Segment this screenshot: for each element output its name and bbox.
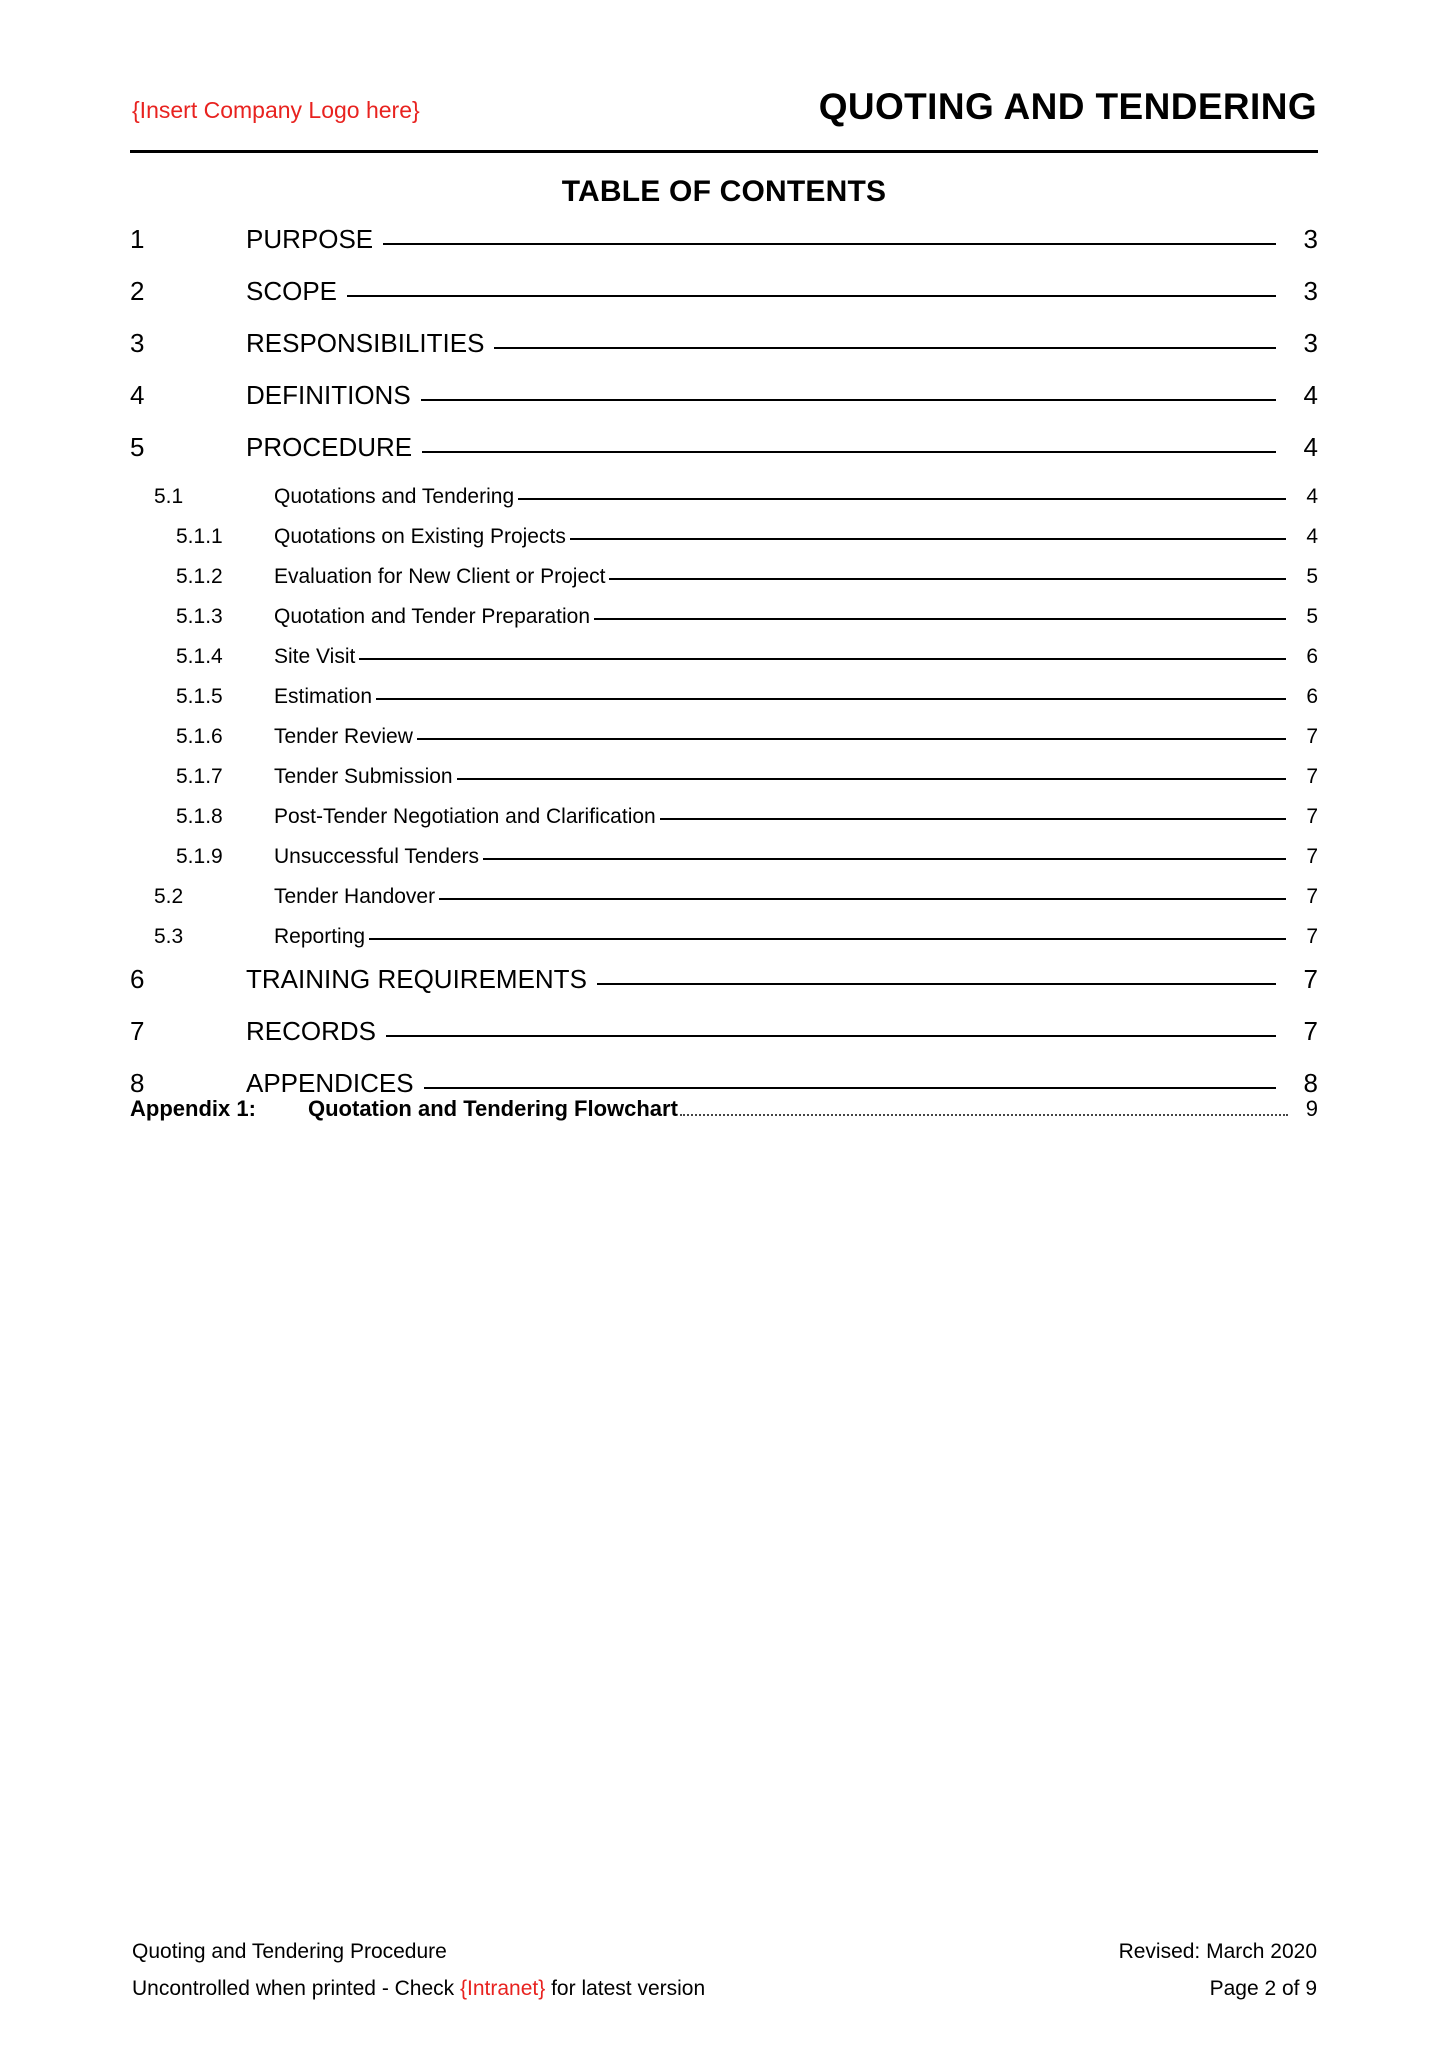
toc-entry-page-number: 6: [1306, 645, 1318, 668]
toc-entry-leader: [439, 882, 1286, 903]
footer-revision-date: Revised: March 2020: [1118, 1940, 1317, 1963]
toc-entry-page-number: 7: [1306, 725, 1318, 748]
footer-notice-suffix: for latest version: [545, 1976, 706, 2000]
appendix-number: Appendix 1:: [130, 1095, 256, 1121]
toc-entry[interactable]: [130, 962, 1318, 1014]
toc-entry-page-number: 4: [1306, 485, 1318, 508]
toc-entry-label: Site Visit: [274, 645, 356, 668]
toc-entry-label: TRAINING REQUIREMENTS: [246, 964, 587, 994]
toc-entry[interactable]: [130, 682, 1318, 722]
toc-entry[interactable]: [130, 326, 1318, 378]
toc-entry-leader: [369, 922, 1286, 943]
toc-entry-label: Tender Handover: [274, 885, 436, 908]
toc-entry-leader: [421, 378, 1276, 404]
toc-entry-number: 5.2: [154, 885, 184, 908]
page-header: [132, 88, 1317, 127]
toc-entry-page-number: 7: [1306, 765, 1318, 788]
toc-entry-label: Quotations on Existing Projects: [274, 525, 566, 548]
toc-entry-leader: [494, 326, 1276, 352]
table-of-contents-list: [130, 222, 1318, 1118]
toc-entry-page-number: 7: [1306, 805, 1318, 828]
footer-row-bottom: [132, 1971, 1317, 2008]
toc-entry-leader: [483, 842, 1286, 863]
toc-entry-leader: [570, 522, 1286, 543]
footer-uncontrolled-notice: [132, 1971, 705, 2008]
toc-entry[interactable]: [130, 378, 1318, 430]
toc-entry[interactable]: [130, 922, 1318, 962]
toc-entry-number: 5.1.3: [176, 605, 223, 628]
toc-entry-number: 4: [130, 380, 145, 410]
toc-entry-number: 6: [130, 964, 145, 994]
toc-entry-page-number: 3: [1303, 328, 1318, 358]
toc-entry-number: 5.3: [154, 925, 184, 948]
toc-entry[interactable]: [130, 430, 1318, 482]
toc-entry-page-number: 3: [1303, 276, 1318, 306]
toc-entry-label: RECORDS: [246, 1016, 377, 1046]
toc-entry-page-number: 4: [1306, 525, 1318, 548]
toc-entry-number: 8: [130, 1068, 145, 1098]
footer-notice-prefix: Uncontrolled when printed - Check: [132, 1976, 461, 2000]
toc-entry-leader: [347, 274, 1276, 300]
toc-entry-leader: [359, 642, 1286, 663]
toc-entry-number: 5.1.5: [176, 685, 223, 708]
toc-entry[interactable]: [130, 1014, 1318, 1066]
toc-entry-leader: [518, 482, 1286, 503]
toc-entry-label: RESPONSIBILITIES: [246, 328, 485, 358]
toc-entry-leader: [424, 1066, 1276, 1092]
toc-entry-label: Estimation: [274, 685, 373, 708]
toc-entry-number: 2: [130, 276, 145, 306]
toc-entry-page-number: 7: [1306, 925, 1318, 948]
toc-entry-label: APPENDICES: [246, 1068, 414, 1098]
toc-entry-leader: [594, 602, 1286, 623]
toc-entry-label: SCOPE: [246, 276, 338, 306]
toc-entry-page-number: 5: [1306, 605, 1318, 628]
toc-entry-number: 7: [130, 1016, 145, 1046]
toc-entry-page-number: 5: [1306, 565, 1318, 588]
toc-entry-label: Unsuccessful Tenders: [274, 845, 480, 868]
toc-entry-leader: [660, 802, 1286, 823]
toc-entry[interactable]: [130, 274, 1318, 326]
toc-entry-label: Tender Submission: [274, 765, 453, 788]
toc-entry-leader: [376, 682, 1286, 703]
toc-entry-label: Quotation and Tender Preparation: [274, 605, 591, 628]
toc-entry-number: 5.1.8: [176, 805, 223, 828]
toc-entry-label: Post-Tender Negotiation and Clarification: [274, 805, 656, 828]
toc-entry-label: Tender Review: [274, 725, 413, 748]
toc-entry-label: Evaluation for New Client or Project: [274, 565, 606, 588]
toc-entry[interactable]: [130, 562, 1318, 602]
toc-entry-leader: [383, 222, 1276, 248]
toc-entry[interactable]: [130, 722, 1318, 762]
toc-entry-page-number: 7: [1303, 1016, 1318, 1046]
toc-entry-number: 5.1.9: [176, 845, 223, 868]
toc-entry-leader: [417, 722, 1286, 743]
toc-entry-page-number: 4: [1303, 380, 1318, 410]
toc-entry[interactable]: [130, 842, 1318, 882]
toc-entry[interactable]: [130, 882, 1318, 922]
toc-entry[interactable]: [130, 522, 1318, 562]
toc-entry-number: 5.1.7: [176, 765, 223, 788]
intranet-link[interactable]: {Intranet}: [460, 1976, 546, 2000]
toc-entry[interactable]: [130, 602, 1318, 642]
toc-entry-page-number: 3: [1303, 224, 1318, 254]
toc-entry-leader: [597, 962, 1276, 988]
toc-entry[interactable]: [130, 802, 1318, 842]
toc-entry-page-number: 6: [1306, 685, 1318, 708]
toc-entry-label: PURPOSE: [246, 224, 374, 254]
toc-entry[interactable]: [130, 222, 1318, 274]
toc-entry-number: 1: [130, 224, 145, 254]
document-title: QUOTING AND TENDERING: [818, 86, 1317, 127]
appendix-leader: [680, 1093, 1288, 1116]
toc-entry-number: 5.1.2: [176, 565, 223, 588]
toc-entry-number: 3: [130, 328, 145, 358]
appendix-label: Quotation and Tendering Flowchart: [308, 1095, 678, 1121]
toc-entry-leader: [609, 562, 1286, 583]
toc-entry-number: 5.1.1: [176, 525, 223, 548]
toc-entry-number: 5.1.4: [176, 645, 223, 668]
toc-entry-label: Quotations and Tendering: [274, 485, 515, 508]
toc-entry-number: 5.1: [154, 485, 184, 508]
toc-entry-label: Reporting: [274, 925, 366, 948]
company-logo-placeholder: {Insert Company Logo here}: [132, 96, 420, 123]
toc-entry[interactable]: [130, 762, 1318, 802]
page-footer: [132, 1934, 1317, 2008]
appendix-entry[interactable]: [130, 1093, 1318, 1122]
appendix-page-number: 9: [1305, 1095, 1318, 1121]
toc-entry-leader: [457, 762, 1286, 783]
toc-entry-number: 5.1.6: [176, 725, 223, 748]
toc-entry-page-number: 7: [1303, 964, 1318, 994]
toc-entry-page-number: 8: [1303, 1068, 1318, 1098]
toc-entry-leader: [386, 1014, 1276, 1040]
toc-entry-leader: [422, 430, 1276, 456]
toc-entry-label: PROCEDURE: [246, 432, 413, 462]
toc-entry-page-number: 7: [1306, 845, 1318, 868]
footer-row-top: [132, 1934, 1317, 1971]
toc-entry-number: 5: [130, 432, 145, 462]
toc-entry[interactable]: [130, 642, 1318, 682]
toc-entry-page-number: 4: [1303, 432, 1318, 462]
footer-page-number: Page 2 of 9: [1209, 1976, 1317, 2000]
toc-entry-label: DEFINITIONS: [246, 380, 411, 410]
header-divider: [130, 150, 1318, 153]
table-of-contents-heading: TABLE OF CONTENTS: [561, 175, 887, 208]
toc-entry-page-number: 7: [1306, 885, 1318, 908]
footer-document-name: Quoting and Tendering Procedure: [132, 1940, 447, 1963]
toc-entry[interactable]: [130, 482, 1318, 522]
